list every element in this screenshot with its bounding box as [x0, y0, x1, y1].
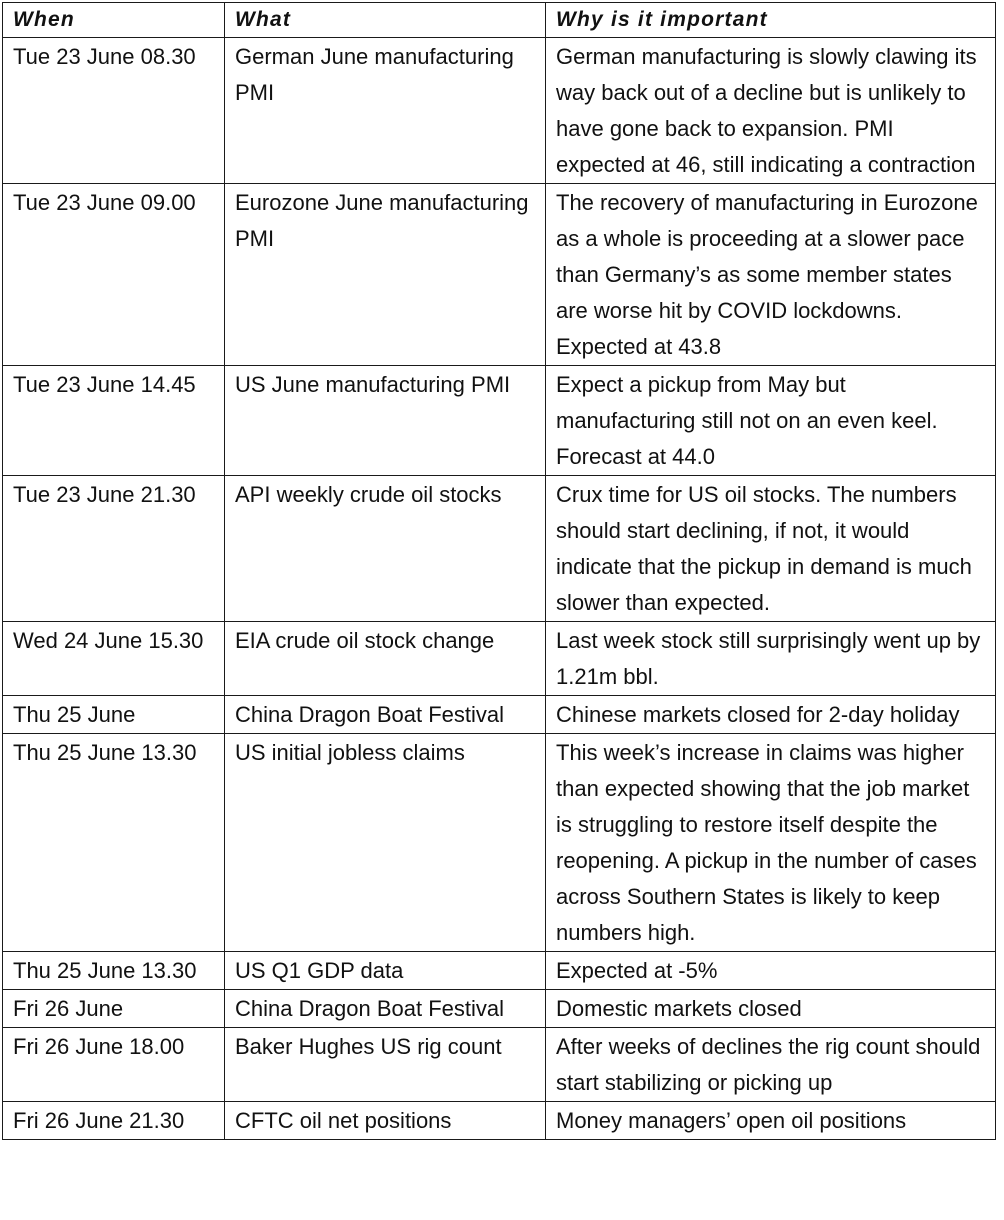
table-row	[3, 952, 996, 990]
cell-what: CFTC oil net positions	[225, 1102, 546, 1140]
cell-why: Expect a pickup from May but manufacturing still not on an even keel. Forecast at 44.0	[546, 366, 996, 476]
table-row	[3, 1028, 996, 1102]
cell-why: Chinese markets closed for 2-day holiday	[546, 696, 996, 734]
table-row	[3, 696, 996, 734]
cell-why: German manufacturing is slowly clawing its way back out of a decline but is unlikely to have gone back to expansion. PMI expected at 46, still indicating a contraction	[546, 38, 996, 184]
cell-when: Fri 26 June	[3, 990, 225, 1028]
table-row	[3, 622, 996, 696]
cell-what: China Dragon Boat Festival	[225, 696, 546, 734]
header-row	[3, 3, 996, 38]
cell-when: Tue 23 June 08.30	[3, 38, 225, 184]
cell-when: Fri 26 June 21.30	[3, 1102, 225, 1140]
cell-what: Eurozone June manufacturing PMI	[225, 184, 546, 366]
table-row	[3, 476, 996, 622]
table-header	[3, 3, 996, 38]
table-row	[3, 366, 996, 476]
cell-what: API weekly crude oil stocks	[225, 476, 546, 622]
cell-when: Thu 25 June 13.30	[3, 952, 225, 990]
cell-why: This week’s increase in claims was higher than expected showing that the job market is struggling to restore itself despite the reopening. A pickup in the number of cases across Southern States is likely to keep numbers high.	[546, 734, 996, 952]
cell-why: After weeks of declines the rig count should start stabilizing or picking up	[546, 1028, 996, 1102]
table-body	[3, 38, 996, 1140]
cell-what: Baker Hughes US rig count	[225, 1028, 546, 1102]
cell-when: Fri 26 June 18.00	[3, 1028, 225, 1102]
economic-calendar-table	[2, 2, 996, 1140]
cell-why: The recovery of manufacturing in Eurozone as a whole is proceeding at a slower pace than Germany’s as some member states are worse hit by COVID lockdowns. Expected at 43.8	[546, 184, 996, 366]
column-header-what: What	[225, 3, 546, 38]
cell-what: US initial jobless claims	[225, 734, 546, 952]
table-row	[3, 734, 996, 952]
cell-why: Crux time for US oil stocks. The numbers should start declining, if not, it would indicate that the pickup in demand is much slower than expected.	[546, 476, 996, 622]
table-row	[3, 1102, 996, 1140]
cell-what: German June manufacturing PMI	[225, 38, 546, 184]
cell-when: Thu 25 June 13.30	[3, 734, 225, 952]
cell-what: China Dragon Boat Festival	[225, 990, 546, 1028]
cell-why: Money managers’ open oil positions	[546, 1102, 996, 1140]
cell-what: US June manufacturing PMI	[225, 366, 546, 476]
cell-when: Tue 23 June 09.00	[3, 184, 225, 366]
table-row	[3, 990, 996, 1028]
cell-why: Expected at -5%	[546, 952, 996, 990]
column-header-why: Why is it important	[546, 3, 996, 38]
table-row	[3, 184, 996, 366]
cell-when: Wed 24 June 15.30	[3, 622, 225, 696]
cell-when: Thu 25 June	[3, 696, 225, 734]
cell-why: Last week stock still surprisingly went up by 1.21m bbl.	[546, 622, 996, 696]
cell-what: US Q1 GDP data	[225, 952, 546, 990]
cell-when: Tue 23 June 21.30	[3, 476, 225, 622]
cell-why: Domestic markets closed	[546, 990, 996, 1028]
cell-what: EIA crude oil stock change	[225, 622, 546, 696]
cell-when: Tue 23 June 14.45	[3, 366, 225, 476]
table-row	[3, 38, 996, 184]
column-header-when: When	[3, 3, 225, 38]
